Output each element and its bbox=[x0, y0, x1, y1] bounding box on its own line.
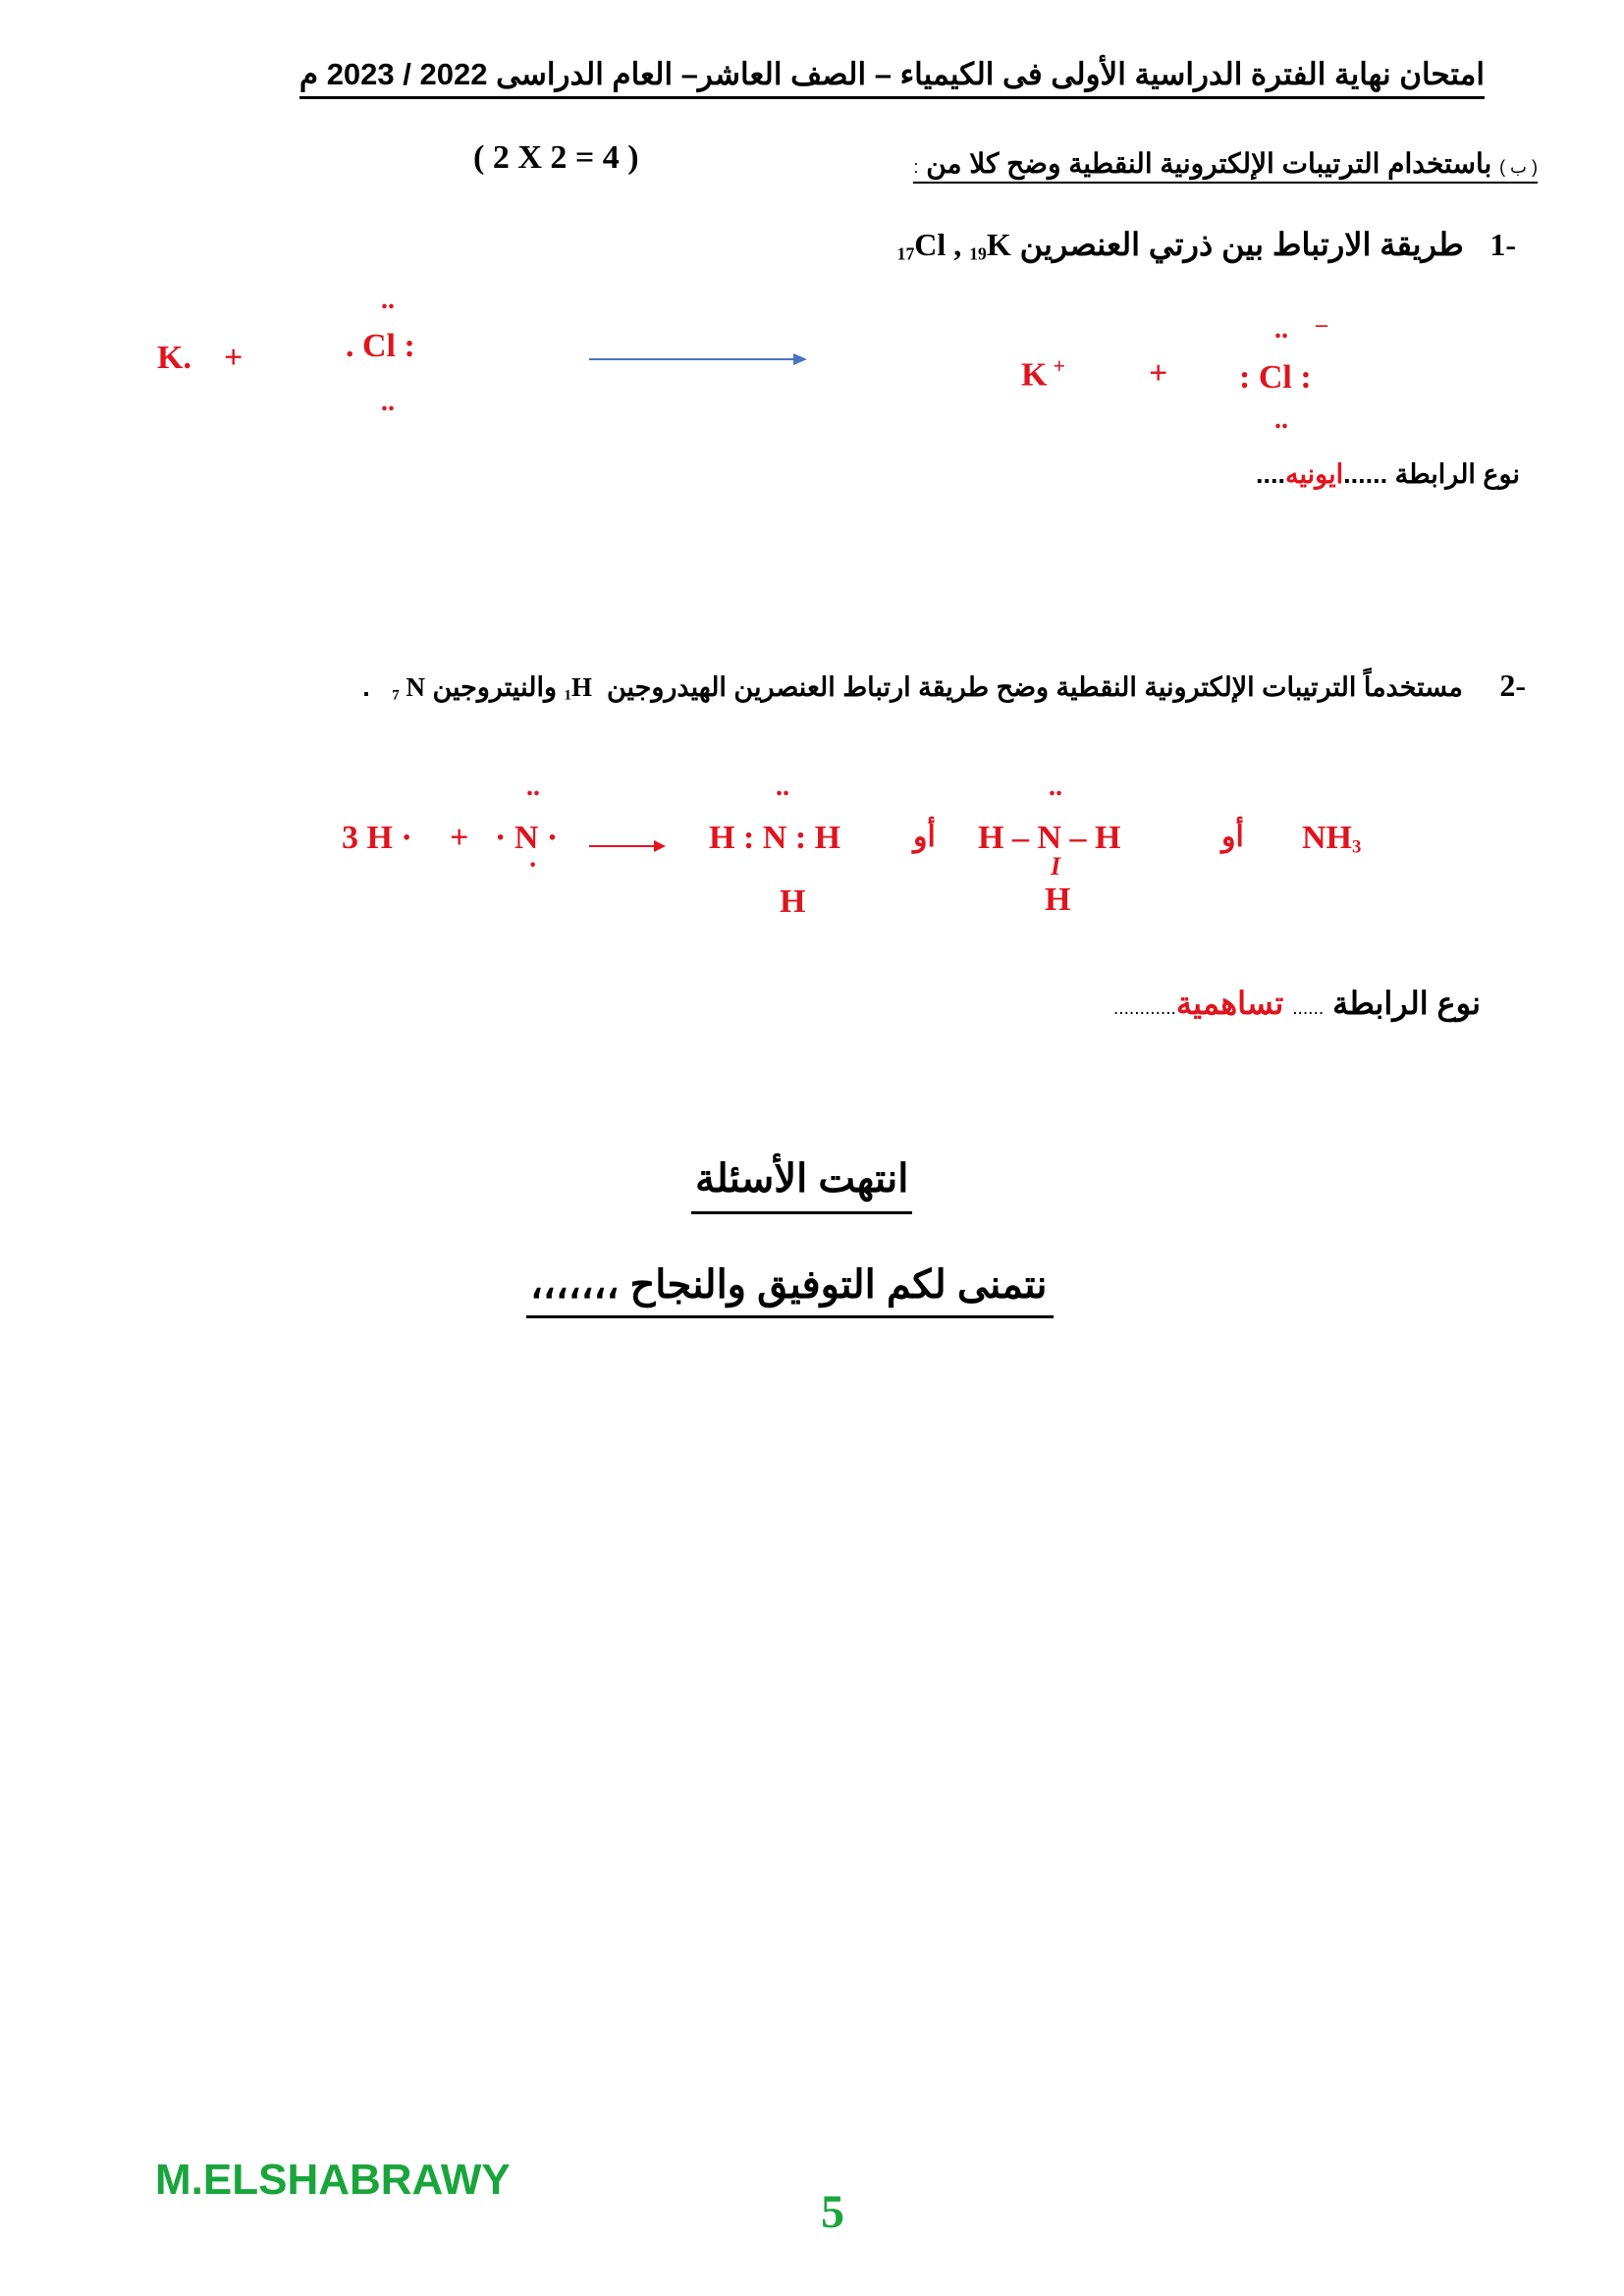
k-atom-dot: K. bbox=[157, 340, 191, 376]
bond-type-dots-2b: ............ bbox=[1112, 998, 1176, 1019]
cl-atom-dot: . Cl : bbox=[346, 328, 415, 364]
reaction-arrow-1 bbox=[587, 349, 809, 369]
n-bottom-dot: · bbox=[528, 850, 538, 881]
h-element: $_1$H bbox=[564, 672, 592, 704]
question-2-text-b: والنيتروجين bbox=[432, 672, 557, 702]
n-element: $_7$ N bbox=[392, 672, 425, 704]
good-luck-message: نتمنى لكم التوفيق والنجاح ،،،،،،، bbox=[526, 1262, 1054, 1318]
cl-bottom-dots: .. bbox=[381, 387, 395, 417]
question-2-end: . bbox=[362, 672, 370, 702]
structural-bond: I bbox=[1051, 852, 1061, 881]
section-b-marks: ( 2 X 2 = 4 ) bbox=[473, 139, 639, 176]
cl-ion: : Cl : bbox=[1239, 359, 1312, 396]
cl-ion-top-dots: .. bbox=[1274, 314, 1288, 345]
structural-top-dots: .. bbox=[1049, 772, 1062, 802]
section-b-label: ( ب ) bbox=[1499, 157, 1538, 177]
cl-atomic-number: 17 bbox=[896, 243, 915, 264]
bond-type-label-1: نوع الرابطة ...... bbox=[1343, 459, 1520, 489]
structural-bottom-h: H bbox=[1045, 881, 1071, 918]
question-2-text-a: مستخدماً الترتيبات الإلكترونية النقطية وضح طريقة ارتباط العنصرين الهيدروجين bbox=[606, 672, 1463, 702]
or-label-2: أو bbox=[1221, 821, 1244, 853]
cl-ion-charge: – bbox=[1316, 312, 1327, 338]
hydrogen-reactant: 3 H · bbox=[342, 820, 412, 856]
plus-sign-3: + bbox=[450, 820, 469, 856]
lewis-bottom-h: H bbox=[780, 883, 806, 920]
end-of-questions: انتهت الأسئلة bbox=[691, 1156, 912, 1214]
cl-ion-bottom-dots: .. bbox=[1274, 404, 1288, 435]
question-2-number: -2 bbox=[1499, 667, 1526, 703]
question-1 bbox=[897, 226, 1516, 264]
nitrogen-reactant: · N · bbox=[495, 820, 559, 856]
bond-type-answer-2: تساهمية bbox=[1175, 986, 1284, 1021]
n-top-dots: .. bbox=[526, 772, 540, 802]
section-b-heading bbox=[913, 147, 1538, 184]
question-1-number: -1 bbox=[1489, 227, 1516, 262]
k-ion: K + bbox=[1021, 353, 1065, 394]
ammonia-formula: $NH_3$ bbox=[1302, 820, 1362, 858]
cl-symbol: Cl bbox=[914, 227, 947, 262]
plus-sign-2: + bbox=[1149, 355, 1168, 392]
bond-type-label-2: نوع الرابطة bbox=[1332, 986, 1481, 1021]
reaction-arrow-2 bbox=[587, 836, 668, 856]
lewis-top-dots: .. bbox=[776, 772, 789, 802]
section-b-title: باستخدام الترتيبات الإلكترونية النقطية وضح كلا من bbox=[926, 148, 1492, 179]
structural-formula: H – N – H bbox=[978, 820, 1121, 856]
question-1-elements bbox=[897, 227, 1011, 262]
exam-header-title: امتحان نهاية الفترة الدراسية الأولى فى الكيمياء – الصف العاشر– العام الدراسى 2022 / 2023 م bbox=[299, 57, 1485, 99]
question-2-bond-type bbox=[1113, 985, 1481, 1022]
question-1-bond-type bbox=[1256, 459, 1520, 490]
question-2 bbox=[362, 667, 1526, 705]
question-1-text: طريقة الارتباط بين ذرتي العنصرين bbox=[1019, 227, 1464, 262]
lewis-structure: H : N : H bbox=[709, 820, 841, 856]
plus-sign-1: + bbox=[224, 340, 244, 376]
or-label-1: أو bbox=[913, 821, 936, 853]
k-atomic-number: 19 bbox=[969, 243, 987, 264]
bond-type-dots-2a: ...... bbox=[1292, 998, 1325, 1019]
k-ion-charge: + bbox=[1053, 353, 1065, 378]
bond-type-dots-1: .... bbox=[1256, 459, 1286, 489]
cl-top-dots: .. bbox=[381, 285, 395, 315]
elements-separator: , bbox=[946, 227, 970, 262]
author-name: M.ELSHABRAWY bbox=[155, 2156, 511, 2204]
bond-type-answer-1: ايونيه bbox=[1285, 459, 1344, 489]
k-symbol: K bbox=[986, 227, 1011, 262]
section-b-colon: : bbox=[913, 157, 919, 177]
page-number: 5 bbox=[821, 2186, 844, 2238]
